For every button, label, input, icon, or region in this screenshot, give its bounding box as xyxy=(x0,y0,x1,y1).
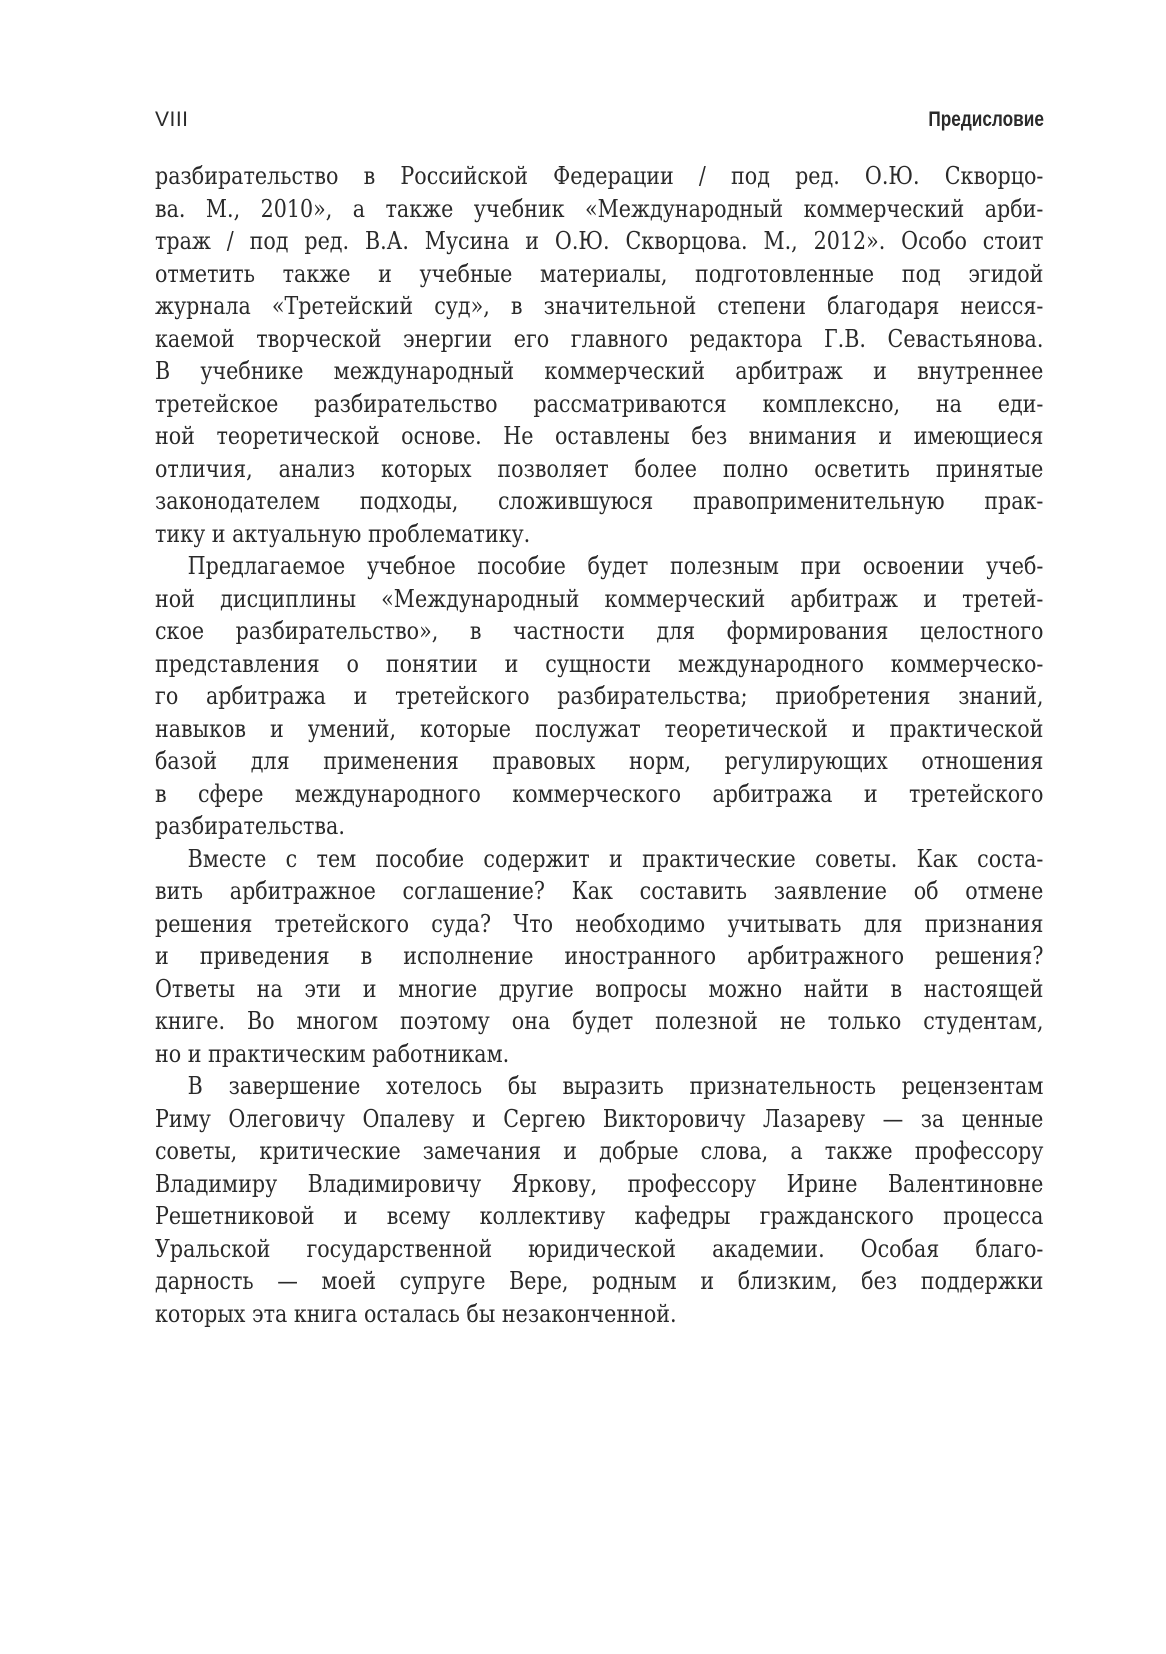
text-line: третейское разбирательство рассматриваются комплексно, на еди- xyxy=(155,389,1044,418)
section-title: Предисловие xyxy=(928,108,1044,131)
paragraph xyxy=(155,160,1044,550)
text-line: В завершение хотелось бы выразить признательность рецензентам xyxy=(187,1072,1044,1100)
text-line: отличия, анализ которых позволяет более полно осветить принятые xyxy=(155,454,1044,483)
text-line: ское разбирательство», в частности для формирования целостного xyxy=(155,617,1044,645)
text-line: решения третейского суда? Что необходимо учитывать для признания xyxy=(155,909,1044,938)
text-line: Владимиру Владимировичу Яркову, профессору Ирине Валентиновне xyxy=(155,1169,1044,1198)
text-line: го арбитража и третейского разбирательства; приобретения знаний, xyxy=(155,682,1044,710)
text-line: советы, критические замечания и добрые слова, а также профессору xyxy=(155,1137,1044,1165)
text-line: ной теоретической основе. Не оставлены без внимания и имеющиеся xyxy=(155,422,1044,450)
text-line: разбирательства. xyxy=(155,812,345,840)
text-line: ва. М., 2010», а также учебник «Международный коммерческий арби- xyxy=(155,194,1044,223)
text-line: каемой творческой энергии его главного редактора Г.В. Севастьянова. xyxy=(155,324,1044,353)
text-line: траж / под ред. В.А. Мусина и О.Ю. Скворцова. М., 2012». Особо стоит xyxy=(155,227,1044,255)
text-line: Риму Олеговичу Опалеву и Сергею Викторовичу Лазареву — за ценные xyxy=(155,1104,1044,1133)
paragraph xyxy=(155,550,1044,843)
text-line: журнала «Третейский суд», в значительной степени благодаря неисся- xyxy=(155,292,1044,320)
text-line: В учебнике международный коммерческий арбитраж и внутреннее xyxy=(155,357,1044,385)
text-line: которых эта книга осталась бы незаконченной. xyxy=(155,1299,677,1328)
text-line: законодателем подходы, сложившуюся правоприменительную прак- xyxy=(155,487,1044,515)
text-line: разбирательство в Российской Федерации / под ред. О.Ю. Скворцо- xyxy=(155,162,1044,190)
text-line: отметить также и учебные материалы, подготовленные под эгидой xyxy=(155,259,1044,288)
text-line: книге. Во многом поэтому она будет полезной не только студентам, xyxy=(155,1007,1044,1035)
text-line: тику и актуальную проблематику. xyxy=(155,519,531,548)
body-text xyxy=(155,160,1044,1330)
text-line: навыков и умений, которые послужат теоретической и практической xyxy=(155,714,1044,743)
text-line: Вместе с тем пособие содержит и практические советы. Как соста- xyxy=(187,844,1044,873)
text-line: базой для применения правовых норм, регулирующих отношения xyxy=(155,747,1044,775)
paragraph xyxy=(155,1070,1044,1330)
text-line: Ответы на эти и многие другие вопросы можно найти в настоящей xyxy=(155,974,1044,1003)
text-line: дарность — моей супруге Вере, родным и близким, без поддержки xyxy=(155,1267,1044,1295)
text-line: Уральской государственной юридической академии. Особая благо- xyxy=(155,1234,1044,1263)
text-line: и приведения в исполнение иностранного арбитражного решения? xyxy=(155,942,1044,970)
text-line: ной дисциплины «Международный коммерческий арбитраж и третей- xyxy=(155,584,1044,613)
page-number: VIII xyxy=(155,108,189,131)
running-head xyxy=(155,108,1044,132)
text-line: но и практическим работникам. xyxy=(155,1039,510,1068)
text-line: Предлагаемое учебное пособие будет полезным при освоении учеб- xyxy=(187,552,1044,580)
text-line: вить арбитражное соглашение? Как составить заявление об отмене xyxy=(155,877,1044,905)
text-line: представления о понятии и сущности международного коммерческо- xyxy=(155,649,1044,678)
text-line: Решетниковой и всему коллективу кафедры гражданского процесса xyxy=(155,1202,1044,1230)
paragraph xyxy=(155,843,1044,1071)
text-line: в сфере международного коммерческого арбитража и третейского xyxy=(155,779,1044,808)
